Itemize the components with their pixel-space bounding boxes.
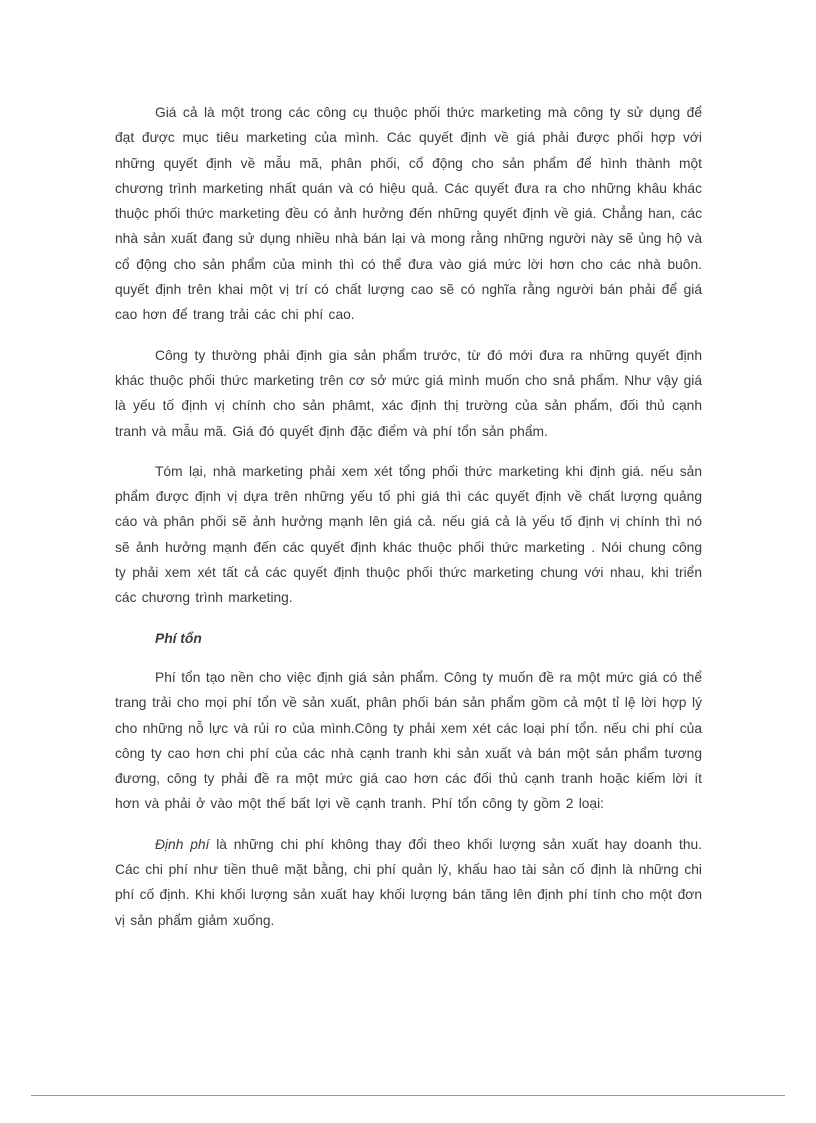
paragraph-cong-ty-dinh-gia: Công ty thường phải định gia sản phẩm trước, từ đó mới đưa ra những quyết định khác thuộc phối thức marketing trên cơ sở mức giá mình muốn cho snả phẩm. Như vậy giá là yếu tố định vị chính cho sản phâmt, xác định thị trường của sản phẩm, đối thủ cạnh tranh và mẫu mã. Giá đó quyết định đặc điểm và phí tổn sản phẩm. — [115, 347, 702, 439]
document-body — [115, 100, 702, 948]
dinh-phi-term: Định phí — [155, 836, 210, 852]
dinh-phi-text: là những chi phí không thay đổi theo khối lượng sản xuất hay doanh thu. Các chi phí như tiền thuê mặt bằng, chi phí quản lý, khấu hao tài sản cố định là những chi phí cố định. Khi khối lượng sản xuất hay khối lượng bán tăng lên định phí tính cho một đơn vị sản phẩm giảm xuống. — [115, 836, 702, 928]
paragraph-tom-lai: Tóm lại, nhà marketing phải xem xét tổng phối thức marketing khi định giá. nếu sản phẩm được định vị dựa trên những yếu tố phi giá thì các quyết định về chất lượng quảng cáo và phân phối sẽ ảnh hưởng mạnh lên giá cả. nếu giá cả là yếu tố định vị chính thì nó sẽ ảnh hưởng mạnh đến các quyết định khác thuộc phối thức marketing . Nói chung công ty phải xem xét tất cả các quyết định thuộc phối thức marketing chung với nhau, khi triển các chương trình marketing. — [115, 463, 702, 606]
footer-divider — [31, 1095, 785, 1096]
paragraph-dinh-phi — [115, 832, 702, 933]
paragraph-phi-ton: Phí tổn tạo nền cho việc định giá sản phẩm. Công ty muốn đề ra một mức giá có thể trang trải cho mọi phí tổn về sản xuất, phân phối bán sản phẩm gồm cả một tỉ lệ lời hợp lý cho những nỗ lực và rủi ro của mình.Công ty phải xem xét các loại phí tổn. nếu chi phí của công ty cao hơn chi phí của các nhà cạnh tranh khi sản xuất và bán một sản phẩm tương đương, công ty phải đề ra một mức giá cao hơn các đối thủ cạnh tranh hoặc kiếm lời ít hơn và phải ở vào một thế bất lợi về cạnh tranh. Phí tổn công ty gồm 2 loại: — [115, 669, 702, 812]
section-heading-phi-ton: Phí tổn — [155, 630, 202, 646]
paragraph-gia-ca: Giá cả là một trong các công cụ thuộc phối thức marketing mà công ty sử dụng để đạt được mục tiêu marketing của mình. Các quyết định về giá phải được phối hợp với những quyết định về mẫu mã, phân phối, cổ động cho sản phẩm để hình thành một chương trình marketing nhất quán và có hiệu quả. Các quyết đưa ra cho những khâu khác thuộc phối thức marketing đều có ảnh hưởng đến những quyết định về giá. Chẳng han, các nhà sản xuất đang sử dụng nhiều nhà bán lại và mong rằng những người này sẽ ủng hộ và cổ động cho sản phẩm của mình thì có thể đưa vào giá mức lời hơn cho các nhà buôn. quyết định trên khai một vị trí có chất lượng cao sẽ có nghĩa rằng người bán phải để giá cao hơn để trang trải các chi phí cao. — [115, 105, 702, 323]
